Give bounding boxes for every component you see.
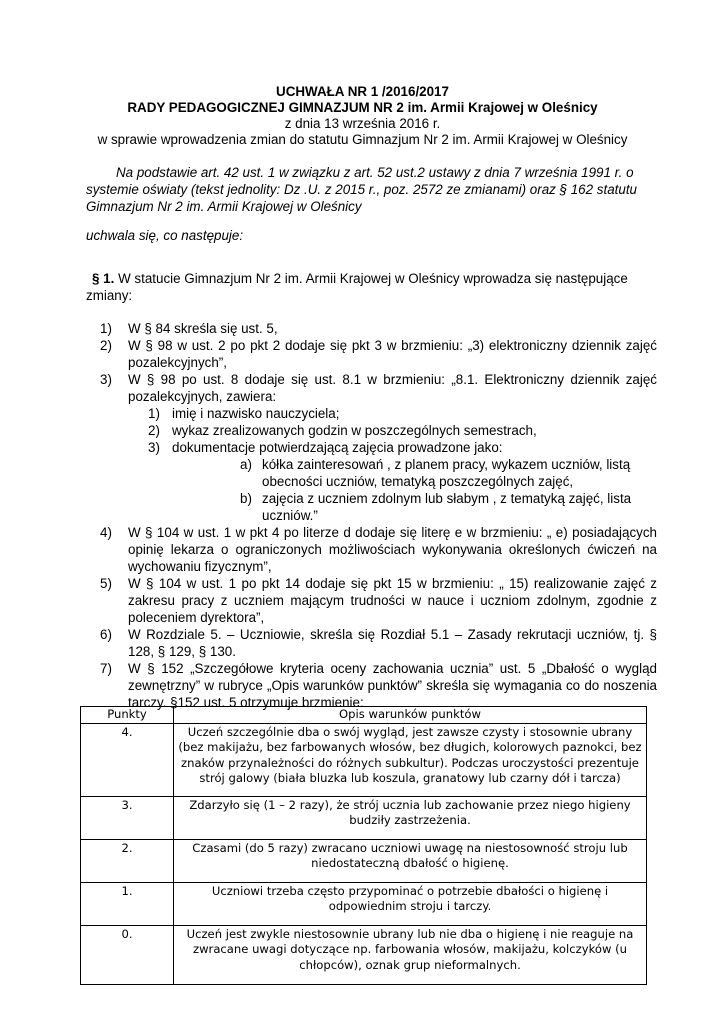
amendments-list xyxy=(100,320,657,711)
list-item xyxy=(100,660,657,711)
sub-list-number: 1) xyxy=(148,406,160,421)
letter-list-marker: b) xyxy=(240,491,252,506)
sub-list-item xyxy=(148,422,657,439)
points-cell: 0. xyxy=(81,925,174,984)
table-row xyxy=(81,882,647,925)
table-row xyxy=(81,723,647,796)
list-item-number: 2) xyxy=(100,338,112,353)
letter-list-text: kółka zainteresowań , z planem pracy, wykazem uczniów, listą obecności uczniów, tematyką poszczególnych zajęć, xyxy=(262,457,631,489)
sub-list-number: 3) xyxy=(148,440,160,455)
list-item xyxy=(100,575,657,626)
list-item-number: 1) xyxy=(100,321,112,336)
list-item xyxy=(100,320,657,337)
description-cell: Uczniowi trzeba często przypominać o potrzebie dbałości o higienę i odpowiednim stroju i tarczy. xyxy=(174,882,647,925)
list-item-number: 5) xyxy=(100,576,112,591)
list-item-text: W § 104 w ust. 1 po pkt 14 dodaje się pkt 15 w brzmieniu: „ 15) realizowanie zajęć z zakresu pracy z uczniem mającym trudności w nauce i uczniom zdolnym, zgodnie z poleceniem dyrektora”, xyxy=(128,576,657,625)
resolution-subject: w sprawie wprowadzenia zmian do statutu Gimnazjum Nr 2 im. Armii Krajowej w Oleśnicy xyxy=(97,132,628,147)
legal-basis-text: Na podstawie art. 42 ust. 1 w związku z art. 52 ust.2 ustawy z dnia 7 września 1991 r. o systemie oświaty (tekst jednolity: Dz .U. z 2015 r., poz. 2572 ze zmianami) oraz § 162 statutu Gimnazjum Nr 2 im. Armii Krajowej w Oleśnicy xyxy=(86,165,637,214)
sub-list-item xyxy=(148,439,657,456)
sub-list-text: wykaz zrealizowanych godzin w poszczególnych semestrach, xyxy=(172,423,537,438)
list-item-number: 4) xyxy=(100,525,112,540)
list-item-text: W § 98 w ust. 2 po pkt 2 dodaje się pkt 3 w brzmieniu: „3) elektroniczny dziennik zajęć pozalekcyjnych”, xyxy=(128,338,657,370)
list-item-text: W § 104 w ust. 1 w pkt 4 po literze d dodaje się literę e w brzmieniu: „ e) posiadających opinię lekarza o ograniczonych możliwościach wykonywania określonych ćwiczeń na wychowaniu fizycznym”, xyxy=(128,525,657,574)
column-header-points: Punkty xyxy=(81,707,174,724)
section-mark: § 1. xyxy=(92,271,115,286)
points-cell: 3. xyxy=(81,796,174,839)
sub-list-text: imię i nazwisko nauczyciela; xyxy=(172,406,340,421)
criteria-table xyxy=(80,706,647,985)
sub-list-item xyxy=(148,405,657,422)
list-item-text: W § 84 skreśla się ust. 5, xyxy=(128,321,278,336)
list-item xyxy=(100,524,657,575)
legal-basis xyxy=(86,164,638,215)
list-item xyxy=(100,371,657,405)
table-row xyxy=(81,925,647,984)
table-row xyxy=(81,796,647,839)
list-item-number: 7) xyxy=(100,661,112,676)
description-cell: Uczeń szczególnie dba o swój wygląd, jest zawsze czysty i stosownie ubrany (bez makijażu, bez farbowanych włosów, bez długich, kolorowych paznokci, bez znaków przynależności do różnych subkultur). Podczas uroczystości prezentuje strój galowy (biała bluzka lub koszula, granatowy lub czarny dół i tarcza) xyxy=(174,723,647,796)
description-cell: Uczeń jest zwykle niestosownie ubrany lub nie dba o higienę i nie reaguje na zwracane uwagi dotyczące np. farbowania włosów, makijażu, kolczyków (u chłopców), oznak grup nieformalnych. xyxy=(174,925,647,984)
description-cell: Zdarzyło się (1 – 2 razy), że strój ucznia lub zachowanie przez niego higieny budziły zastrzeżenia. xyxy=(174,796,647,839)
resolution-header xyxy=(0,84,725,148)
resolves-clause: uchwala się, co następuje: xyxy=(86,228,244,243)
letter-list-text: zajęcia z uczniem zdolnym lub słabym , z tematyką zajęć, lista uczniów.” xyxy=(262,491,632,523)
table-row xyxy=(81,839,647,882)
points-cell: 1. xyxy=(81,882,174,925)
list-item xyxy=(100,626,657,660)
sub-list-number: 2) xyxy=(148,423,160,438)
resolution-date: z dnia 13 września 2016 r. xyxy=(284,116,441,131)
letter-list-item xyxy=(240,456,657,490)
list-item xyxy=(100,337,657,371)
points-cell: 2. xyxy=(81,839,174,882)
list-item-text: W § 98 po ust. 8 dodaje się ust. 8.1 w brzmieniu: „8.1. Elektroniczny dziennik zajęć pozalekcyjnych, zawiera: xyxy=(128,372,657,404)
column-header-description: Opis warunków punktów xyxy=(174,707,647,724)
section-1-intro xyxy=(86,270,656,304)
table-header-row xyxy=(81,707,647,724)
list-item-number: 6) xyxy=(100,627,112,642)
issuing-body: RADY PEDAGOGICZNEJ GIMNAZJUM NR 2 im. Armii Krajowej w Oleśnicy xyxy=(127,100,598,115)
resolution-number: UCHWAŁA NR 1 /2016/2017 xyxy=(276,84,449,99)
letter-list-item xyxy=(240,490,657,524)
list-item-text: W § 152 „Szczegółowe kryteria oceny zachowania ucznia” ust. 5 „Dbałość o wygląd zewnętrzny” w rubryce „Opis warunków punktów” skreśla się wymagania co do noszenia tarczy. §152 ust. 5 otrzymuje brzmienie: xyxy=(128,661,657,710)
letter-list-marker: a) xyxy=(240,457,252,472)
list-item-text: W Rozdziale 5. – Uczniowie, skreśla się Rozdiał 5.1 – Zasady rekrutacji uczniów, tj. § 128, § 129, § 130. xyxy=(128,627,657,659)
list-item-number: 3) xyxy=(100,372,112,387)
sub-list-text: dokumentacje potwierdzającą zajęcia prowadzone jako: xyxy=(172,440,503,455)
section-1-text: W statucie Gimnazjum Nr 2 im. Armii Krajowej w Oleśnicy wprowadza się następujące zmiany: xyxy=(86,271,628,303)
description-cell: Czasami (do 5 razy) zwracano uczniowi uwagę na niestosowność stroju lub niedostateczną dbałość o higienę. xyxy=(174,839,647,882)
points-cell: 4. xyxy=(81,723,174,796)
